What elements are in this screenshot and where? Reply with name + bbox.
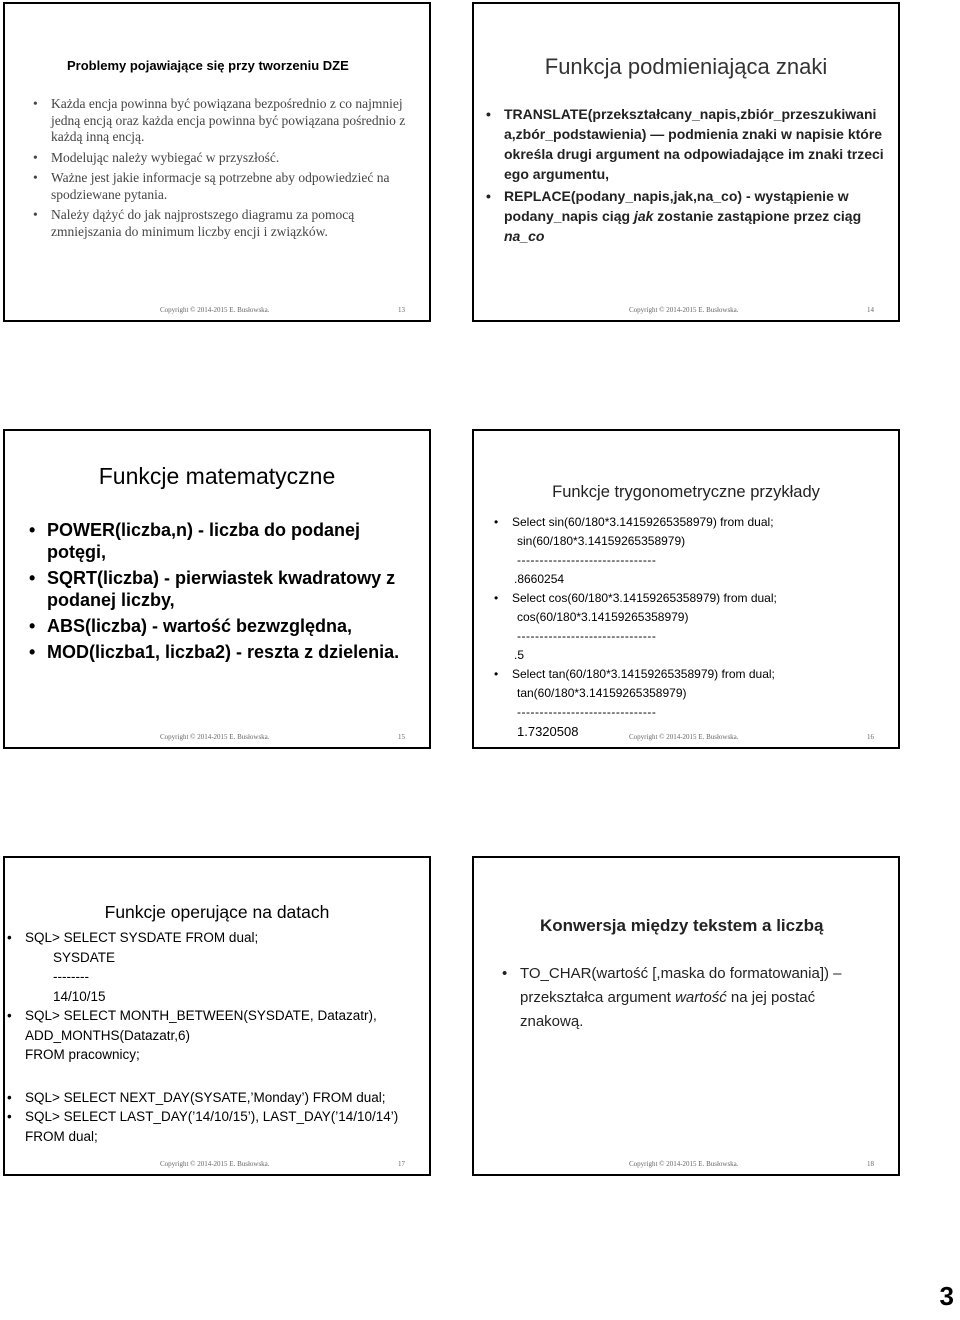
list-item: • POWER(liczba,n) - liczba do podanej potęgi, [47, 519, 417, 563]
list-item: • Ważne jest jakie informacje są potrzebne aby odpowiedzieć na spodziewane pytania. [51, 170, 406, 203]
slide-title: Funkcje trygonometryczne przykłady [552, 483, 820, 501]
list-item: • Każda encja powinna być powiązana bezpośrednio z co najmniej jedną encją oraz każda encja powinna być powiązana pośrednio z każdą inną encją. [51, 96, 406, 146]
sql-separator: ------------------------------- [517, 553, 657, 567]
sql-result-value: .5 [514, 648, 525, 662]
slide-title: Funkcja podmieniająca znaki [544, 54, 828, 79]
bullet-list [47, 519, 417, 663]
page-number: 3 [939, 1281, 954, 1311]
to-char-arg: wartość [675, 989, 727, 1006]
sql-query: • Select cos(60/180*3.14159265358979) from dual; [512, 589, 777, 608]
sql-separator: -------- [53, 969, 89, 984]
list-item-to-char [520, 962, 880, 1034]
sql-query: • SQL> SELECT LAST_DAY(’14/10/15’), LAST_DAY(’14/10/14’) FROM dual; [25, 1107, 423, 1146]
list-item-replace [504, 186, 884, 246]
sql-query: • SQL> SELECT MONTH_BETWEEN(SYSDATE, Datazatr), ADD_MONTHS(Datazatr,6) [25, 1006, 423, 1045]
translate-text: TRANSLATE(przekształcany_napis,zbiór_przeszukiwania,zbór_podstawienia) ― podmienia znaki w napisie które określa drugi argument na odpowiadające im znaki trzeciego argumentu, [504, 106, 884, 182]
bullet-list [51, 96, 406, 240]
sql-block-sin [512, 513, 777, 589]
copyright: Copyright © 2014-2015 E. Busłowska. [160, 733, 270, 741]
sql-separator: ------------------------------- [517, 705, 657, 719]
copyright: Copyright © 2014-2015 E. Busłowska. [160, 1160, 270, 1168]
slide-number: 15 [398, 733, 405, 741]
slide-number: 16 [867, 733, 874, 741]
list-item: • MOD(liczba1, liczba2) - reszta z dzielenia. [47, 641, 417, 663]
slide-number: 13 [398, 306, 405, 314]
sql-query: • SQL> SELECT NEXT_DAY(SYSATE,’Monday’) FROM dual; [25, 1088, 423, 1108]
sql-result-header: tan(60/180*3.14159265358979) [517, 686, 687, 700]
slide-title: Problemy pojawiające się przy tworzeniu DZE [67, 58, 349, 73]
sql-separator: ------------------------------- [517, 629, 657, 643]
slide-title: Konwersja między tekstem a liczbą [540, 916, 824, 935]
slide-13 [3, 2, 431, 322]
list-item: • SQRT(liczba) - pierwiastek kwadratowy z podanej liczby, [47, 567, 417, 611]
slide-title: Funkcje matematyczne [98, 463, 336, 489]
list-item-translate [504, 104, 884, 184]
slide-17 [3, 856, 431, 1176]
sql-query: • Select sin(60/180*3.14159265358979) from dual; [512, 513, 777, 532]
sql-block-cos [512, 589, 777, 665]
sql-examples [512, 513, 777, 741]
sql-result-header: SYSDATE [53, 949, 116, 965]
sql-block-tan [512, 665, 777, 741]
slide-title: Funkcje operujące na datach [104, 902, 330, 922]
list-item: • Modelując należy wybiegać w przyszłość. [51, 150, 406, 167]
slide-16 [472, 429, 900, 749]
copyright: Copyright © 2014-2015 E. Busłowska. [629, 306, 739, 314]
sql-query: • Select tan(60/180*3.14159265358979) from dual; [512, 665, 777, 684]
sql-result-value: 14/10/15 [53, 988, 106, 1004]
date-functions [25, 928, 423, 1146]
copyright: Copyright © 2014-2015 E. Busłowska. [160, 306, 270, 314]
slide-14 [472, 2, 900, 322]
bullet-list [504, 104, 884, 246]
replace-arg-na-co: na_co [504, 228, 545, 244]
sql-result-header: sin(60/180*3.14159265358979) [517, 534, 686, 548]
sql-result-value: 1.7320508 [517, 724, 579, 739]
copyright: Copyright © 2014-2015 E. Busłowska. [629, 1160, 739, 1168]
list-item: • Należy dążyć do jak najprostszego diagramu za pomocą zmniejszania do minimum liczby encji i związków. [51, 207, 406, 240]
sql-result-value: .8660254 [514, 572, 565, 586]
to-char-text-end: na jej postać znakową. [520, 989, 816, 1030]
replace-text: REPLACE(podany_napis,jak,na_co) - wystąpienie w podany_napis ciąg [504, 188, 849, 224]
sql-result-header: cos(60/180*3.14159265358979) [517, 610, 689, 624]
slide-number: 14 [867, 306, 874, 314]
slide-number: 17 [398, 1160, 405, 1168]
slide-number: 18 [867, 1160, 874, 1168]
bullet-list [520, 962, 880, 1034]
slide-15 [3, 429, 431, 749]
to-char-text: TO_CHAR(wartość [,maska do formatowania]) – przekształca argument [520, 965, 842, 1006]
replace-text-mid: zostanie zastąpione przez ciąg [653, 208, 862, 224]
slide-18 [472, 856, 900, 1176]
list-item: • ABS(liczba) - wartość bezwzględna, [47, 615, 417, 637]
sql-from-clause: FROM pracownicy; [25, 1047, 140, 1062]
sql-query: • SQL> SELECT SYSDATE FROM dual; [25, 928, 423, 948]
copyright: Copyright © 2014-2015 E. Busłowska. [629, 733, 739, 741]
replace-arg-jak: jak [633, 208, 654, 224]
